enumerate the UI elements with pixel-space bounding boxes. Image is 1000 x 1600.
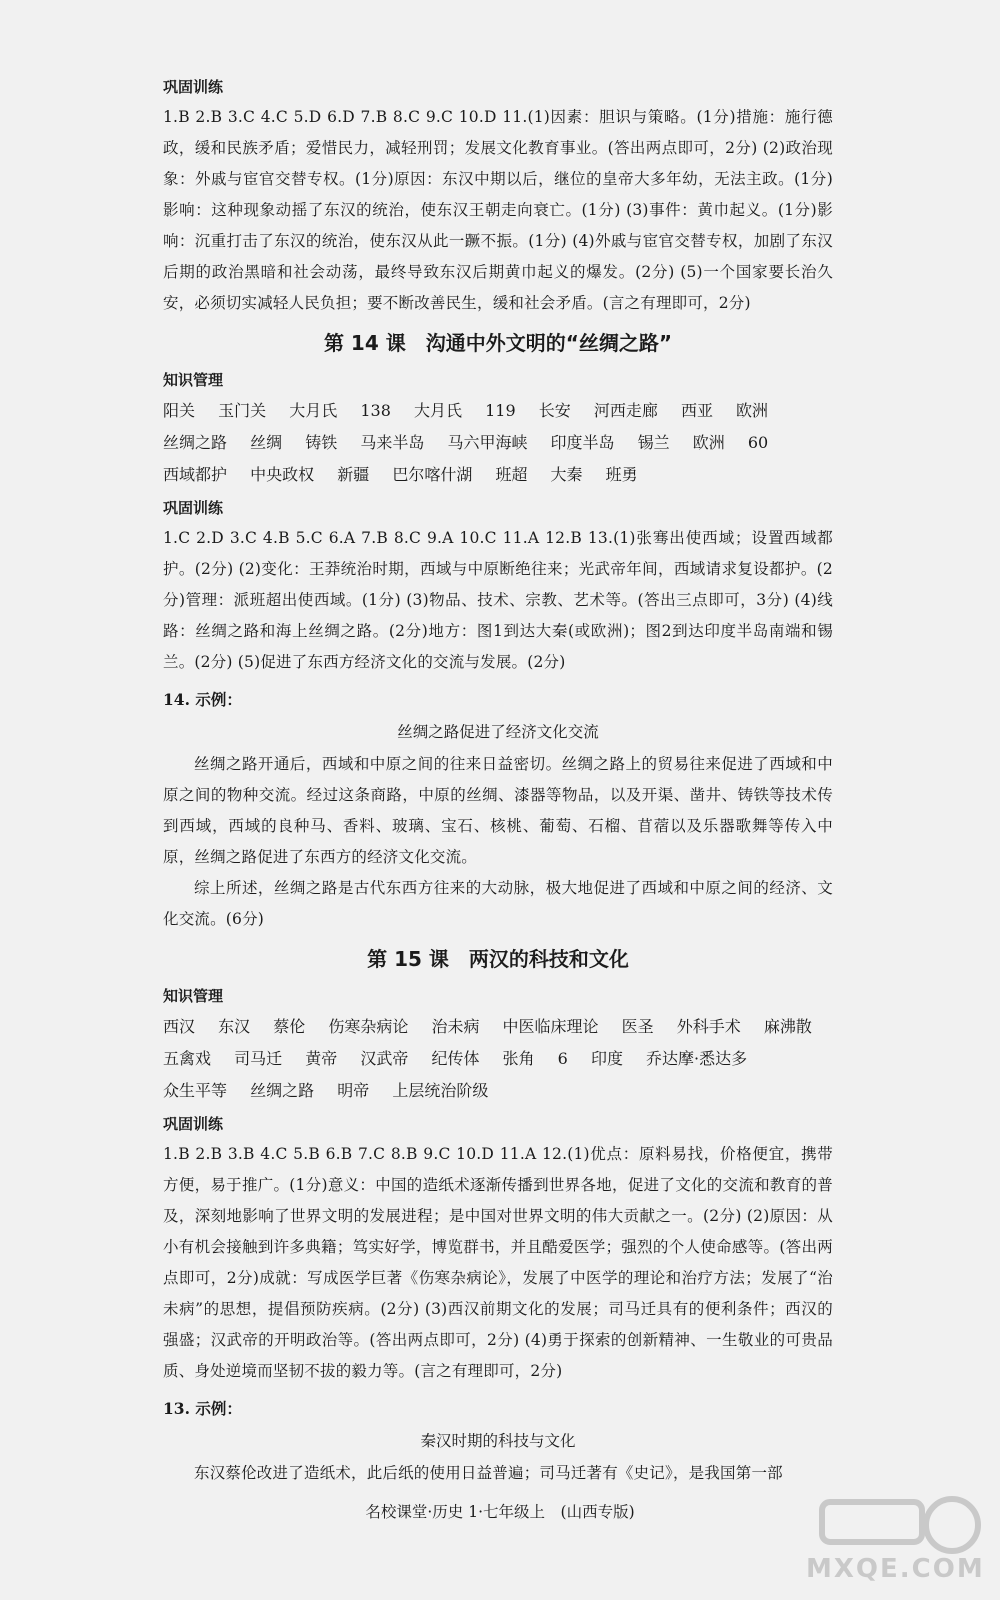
l14-term: 西域都护: [163, 465, 228, 484]
l14-term: 中央政权: [250, 465, 315, 484]
l14-term: 60: [747, 433, 769, 452]
essay-title-15: 秦汉时期的科技与文化: [420, 1432, 576, 1450]
l14-term: 欧洲: [692, 433, 725, 452]
l15-term: 黄帝: [305, 1049, 338, 1068]
l15-term: 医圣: [621, 1017, 654, 1036]
l14-term: 欧洲: [736, 401, 769, 420]
l14-term: 玉门关: [218, 401, 267, 420]
l14-term: 印度半岛: [550, 433, 615, 452]
l15-term: 西汉: [163, 1017, 196, 1036]
l15-term: 外科手术: [676, 1017, 741, 1036]
l15-term: 纪传体: [431, 1049, 480, 1068]
l14-term: 西亚: [680, 401, 713, 420]
page-footer: 名校课堂·历史 1·七年级上 (山西专版): [365, 1503, 635, 1521]
lesson-14-title: 第 14 课 沟通中外文明的“丝绸之路”: [323, 331, 673, 355]
l14-term: 大月氏: [289, 401, 338, 420]
practice-heading-15: 巩固训练: [163, 1115, 224, 1133]
l14-term: 马来半岛: [360, 433, 425, 452]
answers-lesson14: 1.C 2.D 3.C 4.B 5.C 6.A 7.B 8.C 9.A 10.C 11.A 12.B 13.(1)张骞出使西域；设置西域都护。(2分) (2)变化：王莽统治时期，西域与中原断绝往来；光武帝年间，西域请求复设都护。(2分)管理：派班超出使西域。(1分) (3)物品、技术、宗教、艺术等。(答出三点即可，3分) (4)线路：丝绸之路和海上丝绸之路。(2分)地方：图1到达大秦(或欧洲)；图2到达印度半岛南端和锡兰。(2分) (5)促进了东西方经济文化的交流与发展。(2分): [163, 529, 833, 671]
l15-term: 丝绸之路: [250, 1081, 315, 1100]
l15-term: 众生平等: [163, 1081, 228, 1100]
essay-15-paragraph-1: 东汉蔡伦改进了造纸术，此后纸的使用日益普遍；司马迁著有《史记》，是我国第一部: [194, 1464, 783, 1482]
l14-term: 119: [485, 401, 516, 420]
l14-term: 巴尔喀什湖: [392, 465, 473, 484]
l15-term: 麻沸散: [763, 1017, 812, 1036]
practice-heading-13: 巩固训练: [163, 78, 224, 96]
essay-14-paragraph-2: 综上所述，丝绸之路是古代东西方往来的大动脉，极大地促进了西域和中原之间的经济、文化交流。(6分): [163, 879, 833, 928]
answers-lesson13: 1.B 2.B 3.C 4.C 5.D 6.D 7.B 8.C 9.C 10.D 11.(1)因素：胆识与策略。(1分)措施：施行德政，缓和民族矛盾；爱惜民力，减轻刑罚；发展文化教育事业。(答出两点即可，2分) (2)政治现象：外戚与宦官交替专权。(1分)原因：东汉中期以后，继位的皇帝大多年幼，无法主政。(1分)影响：这种现象动摇了东汉的统治，使东汉王朝走向衰亡。(1分) (3)事件：黄巾起义。(1分)影响：沉重打击了东汉的统治，使东汉从此一蹶不振。(1分) (4)外戚与宦官交替专权，加剧了东汉后期的政治黑暗和社会动荡，最终导致东汉后期黄巾起义的爆发。(2分) (5)一个国家要长治久安，必须切实减轻人民负担；要不断改善民生，缓和社会矛盾。(言之有理即可，2分): [163, 108, 833, 312]
l14-term: 大秦: [550, 465, 583, 484]
l15-term: 伤寒杂病论: [328, 1017, 409, 1036]
knowledge-terms-14: [163, 395, 833, 491]
l15-term: 汉武帝: [360, 1049, 409, 1068]
l15-term: 东汉: [218, 1017, 251, 1036]
watermark-logo: [802, 1490, 985, 1590]
l15-term: 印度: [590, 1049, 623, 1068]
l14-term: 班勇: [605, 465, 638, 484]
l14-term: 马六甲海峡: [447, 433, 528, 452]
l14-term: 班超: [495, 465, 528, 484]
l14-term: 138: [360, 401, 391, 420]
l15-term: 6: [557, 1049, 568, 1068]
watermark-emblem-icon: [802, 1490, 982, 1560]
l14-term: 丝绸: [250, 433, 283, 452]
answers-lesson15: 1.B 2.B 3.B 4.C 5.B 6.B 7.C 8.B 9.C 10.D 11.A 12.(1)优点：原料易找，价格便宜，携带方便，易于推广。(1分)意义：中国的造纸术逐渐传播到世界各地，促进了文化的交流和教育的普及，深刻地影响了世界文明的发展进程；是中国对世界文明的伟大贡献之一。(2分) (2)原因：从小有机会接触到许多典籍；笃实好学，博览群书，并且酷爱医学；强烈的个人使命感等。(答出两点即可，2分)成就：写成医学巨著《伤寒杂病论》，发展了中医学的理论和治疗方法；发展了“治未病”的思想，提倡预防疾病。(2分) (3)西汉前期文化的发展；司马迁具有的便利条件；西汉的强盛；汉武帝的开明政治等。(答出两点即可，2分) (4)勇于探索的创新精神、一生敬业的可贵品质、身处逆境而坚韧不拔的毅力等。(言之有理即可，2分): [163, 1145, 833, 1380]
l15-term: 司马迁: [234, 1049, 283, 1068]
l14-term: 大月氏: [413, 401, 462, 420]
l15-term: 张角: [502, 1049, 535, 1068]
watermark-text: MXQE.COM: [806, 1554, 985, 1584]
lesson-15-title: 第 15 课 两汉的科技和文化: [367, 947, 629, 971]
essay-title-14: 丝绸之路促进了经济文化交流: [397, 723, 599, 741]
l15-term: 蔡伦: [273, 1017, 306, 1036]
knowledge-heading-14: 知识管理: [163, 371, 224, 389]
l14-term: 河西走廊: [593, 401, 658, 420]
l14-term: 新疆: [337, 465, 370, 484]
knowledge-terms-15: [163, 1011, 833, 1107]
l14-term: 锡兰: [637, 433, 670, 452]
example-label-15: 13. 示例：: [163, 1399, 242, 1418]
l14-term: 丝绸之路: [163, 433, 228, 452]
content-column: [163, 70, 833, 1489]
l14-term: 长安: [538, 401, 571, 420]
example-label-14: 14. 示例：: [163, 690, 242, 709]
essay-14-paragraph-1: 丝绸之路开通后，西域和中原之间的往来日益密切。丝绸之路上的贸易往来促进了西域和中原之间的物种交流。经过这条商路，中原的丝绸、漆器等物品，以及开渠、凿井、铸铁等技术传到西域，西域的良种马、香料、玻璃、宝石、核桃、葡萄、石榴、苜蓿以及乐器歌舞等传入中原，丝绸之路促进了东西方的经济文化交流。: [163, 755, 833, 866]
knowledge-heading-15: 知识管理: [163, 987, 224, 1005]
l15-term: 五禽戏: [163, 1049, 212, 1068]
l15-term: 明帝: [337, 1081, 370, 1100]
l15-term: 中医临床理论: [502, 1017, 599, 1036]
l14-term: 阳关: [163, 401, 196, 420]
l14-term: 铸铁: [305, 433, 338, 452]
l15-term: 乔达摩·悉达多: [646, 1049, 748, 1068]
l15-term: 上层统治阶级: [392, 1081, 489, 1100]
l15-term: 治未病: [431, 1017, 480, 1036]
practice-heading-14: 巩固训练: [163, 499, 224, 517]
